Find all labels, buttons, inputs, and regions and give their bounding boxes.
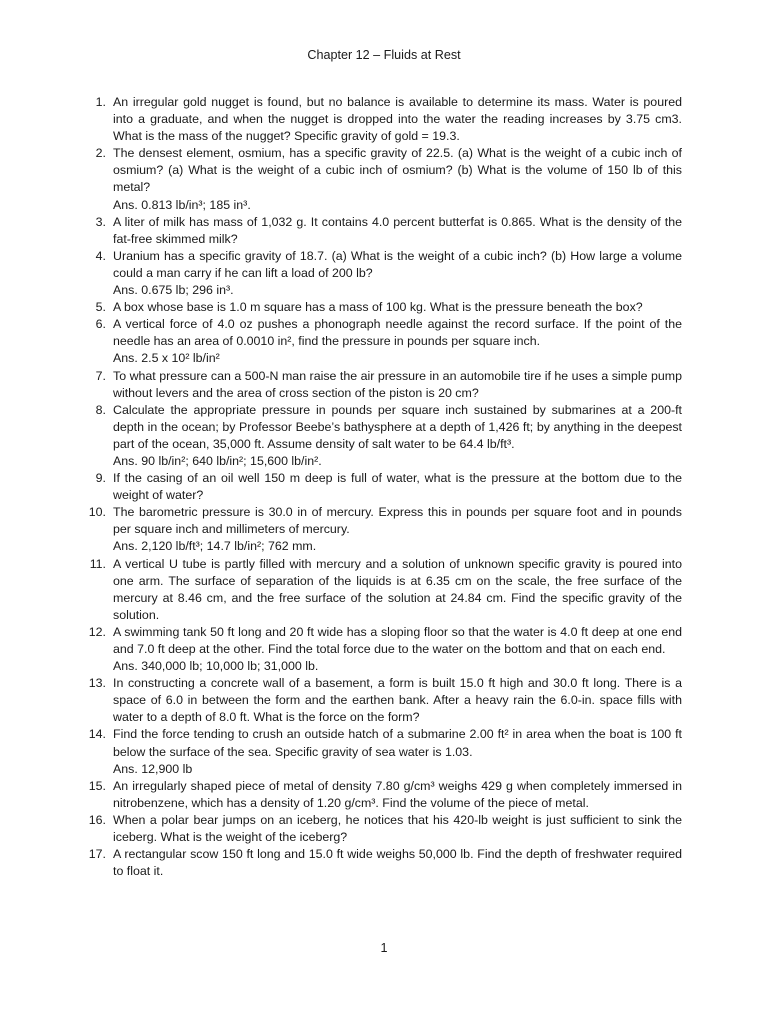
question-item: [86, 624, 682, 675]
answer-text: Ans. 2.5 x 10² lb/in²: [113, 351, 220, 366]
question-item: [86, 402, 682, 470]
question-number: 17.: [88, 847, 106, 862]
question-text: A liter of milk has mass of 1,032 g. It contains 4.0 percent butterfat is 0.865. What is the density of the fat-free skimmed milk?: [113, 214, 682, 246]
question-number: 11.: [89, 556, 106, 571]
question-item: [86, 94, 682, 145]
question-number: 3.: [95, 214, 106, 229]
question-text: The densest element, osmium, has a specific gravity of 22.5. (a) What is the weight of a cubic inch of osmium? (a) What is the weight of a cubic inch of osmium? (b) What is the volume of 150 lb of this metal?: [113, 146, 682, 195]
answer-text: Ans. 0.675 lb; 296 in³.: [113, 283, 234, 298]
question-number: 4.: [95, 248, 106, 263]
question-text: A rectangular scow 150 ft long and 15.0 ft wide weighs 50,000 lb. Find the depth of freshwater required to float it.: [113, 847, 682, 879]
question-number: 2.: [95, 146, 106, 161]
question-item: [86, 368, 682, 402]
question-text: Find the force tending to crush an outside hatch of a submarine 2.00 ft² in area when the boat is 100 ft below the surface of the sea. Specific gravity of sea water is 1.03.: [113, 727, 682, 759]
question-text: A box whose base is 1.0 m square has a mass of 100 kg. What is the pressure beneath the box?: [113, 300, 643, 315]
question-text: The barometric pressure is 30.0 in of mercury. Express this in pounds per square foot and in pounds per square inch and millimeters of mercury.: [113, 505, 682, 537]
question-text: Calculate the appropriate pressure in pounds per square inch sustained by submarines at a 200-ft depth in the ocean; by Professor Beebe’s bathysphere at a depth of 1,426 ft; by anything in the deepest part of the ocean, 35,000 ft. Assume density of salt water to be 64.4 lb/ft³.: [113, 402, 682, 451]
question-item: [86, 778, 682, 812]
question-number: 7.: [95, 368, 106, 383]
question-item: [86, 214, 682, 248]
question-text: A vertical U tube is partly filled with mercury and a solution of unknown specific gravity is poured into one arm. The surface of separation of the liquids is at 6.35 cm on the scale, the free surface of the mercury at 8.46 cm, and the free surface of the solution at 24.84 cm. Find the specific gravity of the solution.: [113, 556, 682, 622]
question-number: 16.: [88, 812, 106, 827]
question-number: 8.: [95, 402, 106, 417]
question-item: [86, 316, 682, 367]
question-text: An irregularly shaped piece of metal of density 7.80 g/cm³ weighs 429 g when completely immersed in nitrobenzene, which has a density of 1.20 g/cm³. Find the volume of the piece of metal.: [113, 778, 682, 810]
question-list: [86, 94, 682, 880]
answer-text: Ans. 0.813 lb/in³; 185 in³.: [113, 197, 251, 212]
question-item: [86, 145, 682, 213]
answer-text: Ans. 340,000 lb; 10,000 lb; 31,000 lb.: [113, 659, 319, 674]
answer-text: Ans. 90 lb/in²; 640 lb/in²; 15,600 lb/in².: [113, 453, 322, 468]
answer-text: Ans. 12,900 lb: [113, 761, 193, 776]
question-number: 13.: [88, 676, 106, 691]
question-text: If the casing of an oil well 150 m deep is full of water, what is the pressure at the bottom due to the weight of water?: [113, 471, 682, 503]
question-number: 6.: [95, 317, 106, 332]
question-item: [86, 299, 682, 316]
question-item: [86, 726, 682, 777]
question-number: 12.: [88, 624, 106, 639]
question-item: [86, 248, 682, 299]
question-item: [86, 556, 682, 624]
question-text: An irregular gold nugget is found, but no balance is available to determine its mass. Water is poured into a graduate, and when the nugget is dropped into the water the reading increases by 3.75 cm3. What is the mass of the nugget? Specific gravity of gold = 19.3.: [113, 95, 682, 144]
question-item: [86, 504, 682, 555]
question-item: [86, 470, 682, 504]
question-number: 10.: [88, 505, 106, 520]
question-item: [86, 812, 682, 846]
question-text: A vertical force of 4.0 oz pushes a phonograph needle against the record surface. If the point of the needle has an area of 0.0010 in², find the pressure in pounds per square inch.: [113, 317, 682, 349]
question-number: 15.: [88, 778, 106, 793]
question-text: A swimming tank 50 ft long and 20 ft wide has a sloping floor so that the water is 4.0 ft deep at one end and 7.0 ft deep at the other. Find the total force due to the water on the bottom and that on each end.: [113, 624, 682, 656]
page-number: 1: [380, 941, 388, 955]
question-number: 14.: [88, 727, 106, 742]
question-number: 1.: [95, 95, 106, 109]
question-text: In constructing a concrete wall of a basement, a form is built 15.0 ft high and 30.0 ft long. There is a space of 6.0 in between the form and the earthen bank. After a heavy rain the 6.0-in. space fills with water to a depth of 8.0 ft. What is the force on the form?: [113, 676, 682, 725]
question-text: When a polar bear jumps on an iceberg, he notices that his 420-lb weight is just sufficient to sink the iceberg. What is the weight of the iceberg?: [113, 812, 682, 845]
question-text: Uranium has a specific gravity of 18.7. (a) What is the weight of a cubic inch? (b) How large a volume could a man carry if he can lift a load of 200 lb?: [113, 248, 682, 280]
chapter-title: Chapter 12 – Fluids at Rest: [307, 48, 461, 62]
question-item: [86, 675, 682, 726]
question-number: 5.: [95, 300, 106, 315]
question-text: To what pressure can a 500-N man raise the air pressure in an automobile tire if he uses a simple pump without levers and the area of cross section of the piston is 20 cm?: [113, 368, 682, 400]
question-item: [86, 846, 682, 880]
question-number: 9.: [95, 471, 106, 486]
answer-text: Ans. 2,120 lb/ft³; 14.7 lb/in²; 762 mm.: [113, 539, 317, 554]
